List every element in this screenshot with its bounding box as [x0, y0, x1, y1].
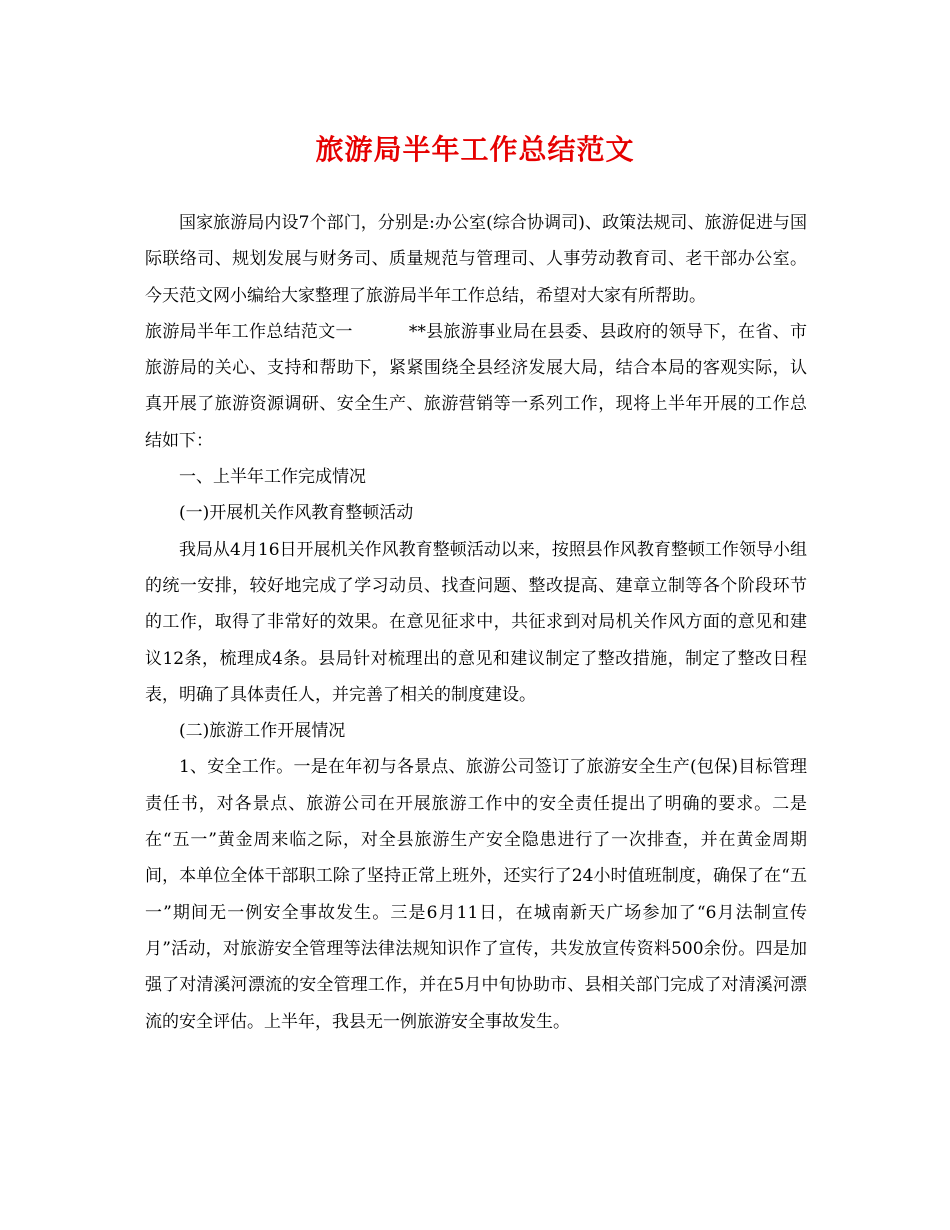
intro-paragraph: 国家旅游局内设7个部门，分别是:办公室(综合协调司)、政策法规司、旅游促进与国际联络司、规划发展与财务司、质量规范与管理司、人事劳动教育司、老干部办公室。今天范文网小编给大家整理了旅游局半年工作总结，希望对大家有所帮助。: [145, 213, 807, 306]
work-style-paragraph: 我局从4月16日开展机关作风教育整顿活动以来，按照县作风教育整顿工作领导小组的统一安排，较好地完成了学习动员、找查问题、整改提高、建章立制等各个阶段环节的工作，取得了非常好的效果。在意见征求中，共征求到对局机关作风方面的意见和建议12条，梳理成4条。县局针对梳理出的意见和建议制定了整改措施，制定了整改日程表，明确了具体责任人，并完善了相关的制度建设。: [145, 539, 807, 705]
safety-work-paragraph: 1、安全工作。一是在年初与各景点、旅游公司签订了旅游安全生产(包保)目标管理责任书，对各景点、旅游公司在开展旅游工作中的安全责任提出了明确的要求。二是在“五一”黄金周来临之际，对全县旅游生产安全隐患进行了一次排查，并在黄金周期间，本单位全体干部职工除了坚持正常上班外，还实行了24小时值班制度，确保了在“五一”期间无一例安全事故发生。三是6月11日，在城南新天广场参加了“6月法制宣传月”活动，对旅游安全管理等法律法规知识作了宣传，共发放宣传资料500余份。四是加强了对清溪河漂流的安全管理工作，并在5月中旬协助市、县相关部门完成了对清溪河漂流的安全评估。上半年，我县无一例旅游安全事故发生。: [145, 757, 807, 1032]
document-title: 旅游局半年工作总结范文: [315, 133, 635, 166]
document-body: [145, 205, 807, 1040]
subsection-heading-1: (一)开展机关作风教育整顿活动: [179, 503, 414, 524]
sample-text: **县旅游事业局在县委、县政府的领导下，在省、市旅游局的关心、支持和帮助下，紧紧围绕全县经济发展大局，结合本局的客观实际，认真开展了旅游资源调研、安全生产、旅游营销等一系列工作，现将上半年开展的工作总结如下：: [145, 321, 808, 451]
subsection-heading-2: (二)旅游工作开展情况: [179, 721, 346, 742]
section-heading-1: 一、上半年工作完成情况: [179, 467, 366, 488]
sample-paragraph: [145, 314, 807, 459]
sample-label: 旅游局半年工作总结范文一: [145, 321, 353, 342]
